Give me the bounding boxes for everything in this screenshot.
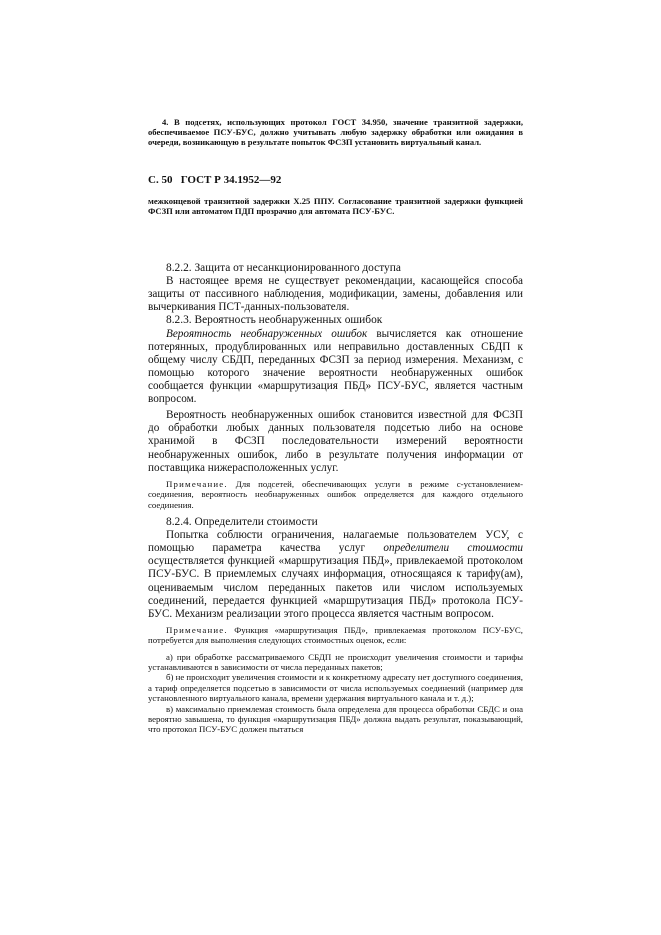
standard-id: ГОСТ Р 34.1952—92	[180, 174, 282, 186]
term-cost-determinants: определители стоимости	[383, 542, 523, 555]
note-text: Функция «маршрутизация ПБД», привлекаемая протоколом ПСУ-БУС, потребуется для выполнения следующих стоимостных оценок, если:	[148, 624, 523, 646]
section-8-2-4-heading: 8.2.4. Определители стоимости	[166, 515, 318, 528]
note-label: Примечание.	[166, 624, 228, 635]
note-item-4: 4. В подсетях, использующих протокол ГОСТ 34.950, значение транзитной задержки, обеспечиваемое ПСУ-БУС, должно учитывать любую задержку обработки или ожидания в очереди, возникающую в результате попыток ФСЗП установить виртуальный канал.	[148, 117, 523, 148]
note-text: Для подсетей, обеспечивающих услуги в режиме с-установлением-соединения, вероятность необнаруженных ошибок определяется для каждого отдельного соединения.	[148, 478, 523, 510]
top-note-fragment	[148, 117, 523, 148]
section-8-2-3-heading: 8.2.3. Вероятность необнаруженных ошибок	[166, 314, 383, 327]
term-undetected-errors: Вероятность необнаруженных ошибок	[166, 327, 368, 340]
continuation-block	[148, 196, 523, 216]
section-8-2-4-para	[148, 529, 523, 621]
note-item-a: а) при обработке рассматриваемого СБДП не происходит увеличения стоимости и тарифы устанавливаются в зависимости от числа переданных пакетов;	[148, 651, 523, 673]
page-number: С. 50	[148, 174, 173, 186]
section-8-2-4-text-a: Попытка соблюсти ограничения, налагаемые пользователем УСУ, с помощью параметра качества услуг	[148, 529, 523, 555]
note-item-b: б) не происходит увеличения стоимости и к конкретному адресату нет доступного соединения, а тариф определяется подсетью в зависимости от числа используемых соединений (например для установленного виртуального канала, времени удержания виртуального канала и т. д.);	[148, 672, 523, 704]
note-item-c: в) максимально приемлемая стоимость была определена для процесса обработки СБДС и она вероятно завышена, то функция «маршрутизация ПБД» должна выдать результат, показывающий, что протокол ПСУ-БУС должен пытаться	[148, 703, 523, 735]
section-8-2-3-note	[148, 479, 523, 510]
note-label: Примечание.	[166, 478, 228, 489]
continuation-text: межконцевой транзитной задержки Х.25 ППУ. Согласование транзитной задержки функцией ФСЗП или автоматом ПДП прозрачно для автомата ПСУ-БУС.	[148, 196, 523, 217]
section-8-2-4-note	[148, 625, 523, 646]
section-8-2-3-para-2: Вероятность необнаруженных ошибок становится известной для ФСЗП до обработки любых данных пользователя подсетью либо на основе хранимой в ФСЗП последовательности измерений вероятности необнаруженных ошибок, либо в результате получения информации от поставщика нижерасположенных услуг.	[148, 409, 523, 474]
section-8-2-3-text-1: вычисляется как отношение потерянных, продублированных или неправильно доставленных СБДП к общему числу СБДП, переданных ФСЗП за период измерения. Механизм, с помощью которого значение вероятности необнаруженных ошибок сообщается функции «маршрутизация ПБД» ПСУ-БУС, является частным вопросом.	[148, 327, 524, 406]
section-8-2-3-para-1	[148, 328, 523, 407]
section-8-2-2-heading: 8.2.2. Защита от несанкционированного доступа	[166, 262, 401, 274]
section-8-2-2-text: В настоящее время не существует рекомендации, касающейся способа защиты от пассивного наблюдения, модификации, замены, добавления или вычеркивания ПСТ-данных-пользователя.	[148, 275, 523, 314]
page-header	[148, 174, 528, 186]
main-text	[148, 262, 523, 735]
section-8-2-4-text-b: осуществляется функцией «маршрутизация ПБД», привлекаемой протоколом ПСУ-БУС. В приемлемых случаях информация, относящаяся к тарифу(ам), оцениваемым числом переданных пакетов или числом используемых соединений, передается функцией «маршрутизация ПБД» протокола ПСУ-БУС. Механизм реализации этого процесса является частным вопросом.	[148, 555, 523, 620]
